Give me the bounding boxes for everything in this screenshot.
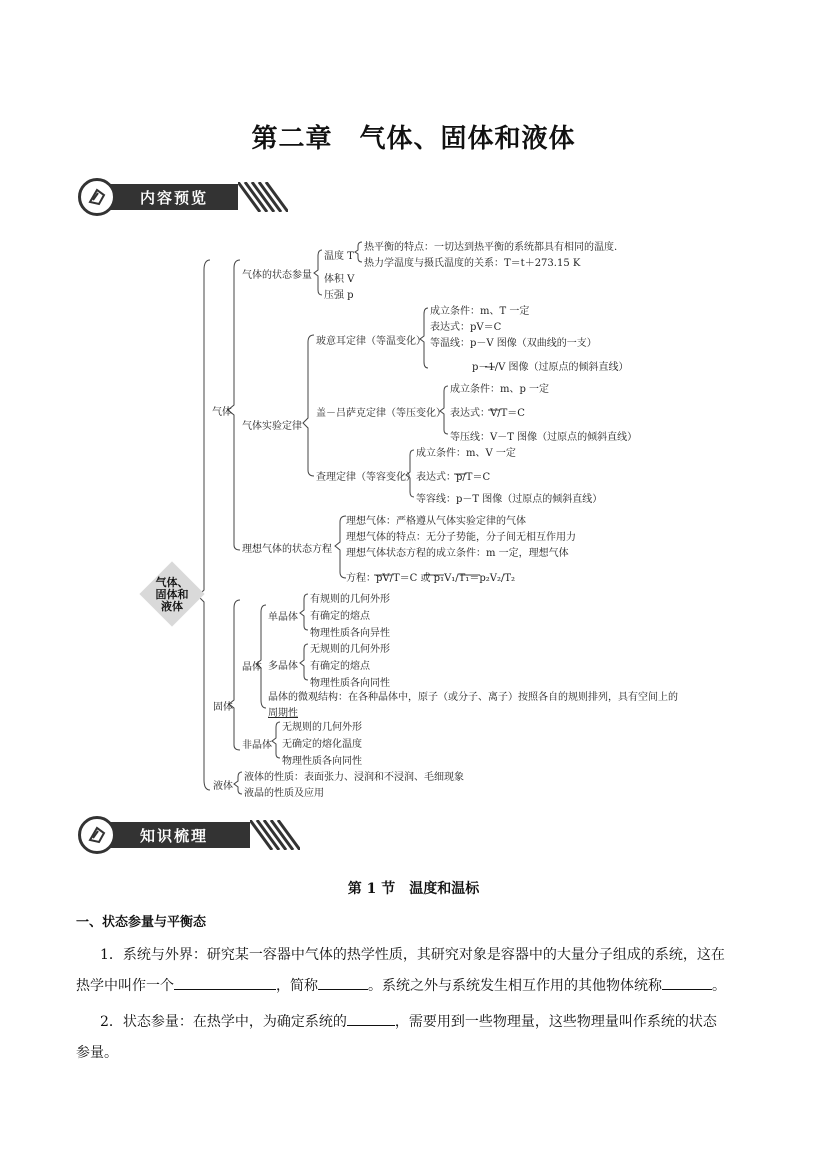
page-title: 第二章 气体、固体和液体 <box>251 124 576 154</box>
node-liquid: 液体 <box>213 781 233 792</box>
node-single-crystal-3: 物理性质各向异性 <box>310 628 390 639</box>
stripe-decoration <box>250 820 300 850</box>
node-ideal-gas-3: 理想气体状态方程的成立条件：m 一定，理想气体 <box>346 548 569 559</box>
node-poly-crystal-2: 有确定的熔点 <box>310 661 370 672</box>
answer-blank[interactable] <box>347 1011 395 1026</box>
node-solid: 固体 <box>213 702 233 713</box>
text-fragment: ，简称 <box>276 978 318 994</box>
node-boyle: 玻意耳定律（等温变化） <box>316 336 426 347</box>
banner-label: 知识梳理 <box>140 827 209 845</box>
node-single-crystal-2: 有确定的熔点 <box>310 611 370 622</box>
node-boyle-3: 等温线：p－V 图像（双曲线的一支） <box>430 338 597 349</box>
node-amorphous-3: 物理性质各向同性 <box>282 756 362 767</box>
answer-blank[interactable] <box>174 975 276 990</box>
text-fragment: ，需要用到一些物理量，这些物理量叫作系统的状态 <box>394 1014 717 1030</box>
node-gay-lussac: 盖－吕萨克定律（等压变化） <box>316 408 446 419</box>
node-temperature: 温度 T <box>324 251 354 262</box>
text-fragment: 。 <box>712 978 726 994</box>
node-pressure: 压强 p <box>324 290 354 301</box>
node-experiment-laws: 气体实验定律 <box>242 421 302 432</box>
node-charles-2: 表达式：p/T＝C <box>416 472 491 483</box>
heading-state-params: 一、状态参量与平衡态 <box>76 915 207 930</box>
paragraph-1-line-2 <box>76 975 726 997</box>
node-poly-crystal-3: 物理性质各向同性 <box>310 678 390 689</box>
node-poly-crystal: 多晶体 <box>268 661 298 672</box>
answer-blank[interactable] <box>318 975 368 990</box>
node-charles-1: 成立条件：m、V 一定 <box>416 448 516 459</box>
node-crystal-structure-2: 周期性 <box>268 708 298 719</box>
node-gay-lussac-1: 成立条件：m、p 一定 <box>450 384 550 395</box>
paragraph-2-line-2: 参量。 <box>76 1045 118 1061</box>
node-liquid-2: 液晶的性质及应用 <box>244 788 324 799</box>
section-banner-summary <box>78 816 300 856</box>
root-node <box>140 562 204 626</box>
node-temperature-2: 热力学温度与摄氏温度的关系：T＝t＋273.15 K <box>364 258 581 269</box>
root-label: 气体、固体和液体 <box>155 576 189 613</box>
node-charles: 查理定律（等容变化） <box>316 472 416 483</box>
node-gay-lussac-2: 表达式：V/T＝C <box>450 408 525 419</box>
node-ideal-gas-4: 方程：pV/T＝C 或 p₁V₁/T₁＝p₂V₂/T₂ <box>346 573 516 584</box>
section-title: 第 1 节 温度和温标 <box>347 881 480 897</box>
book-icon <box>78 816 116 854</box>
node-single-crystal-1: 有规则的几何外形 <box>310 594 390 605</box>
node-gay-lussac-3: 等压线：V－T 图像（过原点的倾斜直线） <box>450 432 638 443</box>
node-ideal-gas: 理想气体的状态方程 <box>242 544 332 555</box>
node-amorphous-1: 无规则的几何外形 <box>282 722 362 733</box>
node-amorphous-2: 无确定的熔化温度 <box>282 739 362 750</box>
node-crystal: 晶体 <box>242 662 262 673</box>
node-ideal-gas-2: 理想气体的特点：无分子势能，分子间无相互作用力 <box>346 532 576 543</box>
paragraph-1-line-1: 1．系统与外界：研究某一容器中气体的热学性质，其研究对象是容器中的大量分子组成的系统，这在 <box>100 947 725 963</box>
node-liquid-1: 液体的性质：表面张力、浸润和不浸润、毛细现象 <box>244 772 464 783</box>
node-boyle-2: 表达式：pV＝C <box>430 322 502 333</box>
paragraph-2-line-1 <box>100 1011 717 1033</box>
node-poly-crystal-1: 无规则的几何外形 <box>310 644 390 655</box>
node-gas: 气体 <box>212 407 232 418</box>
text-fragment: 2．状态参量：在热学中，为确定系统的 <box>100 1014 347 1030</box>
node-boyle-1: 成立条件：m、T 一定 <box>430 306 530 317</box>
node-boyle-4: p－1/V 图像（过原点的倾斜直线） <box>472 362 629 373</box>
node-amorphous: 非晶体 <box>242 740 272 751</box>
banner-label: 内容预览 <box>140 189 209 207</box>
text-fragment: 热学中叫作一个 <box>76 978 174 994</box>
node-state-params: 气体的状态参量 <box>242 270 312 281</box>
node-charles-3: 等容线：p－T 图像（过原点的倾斜直线） <box>416 494 603 505</box>
node-ideal-gas-1: 理想气体：严格遵从气体实验定律的气体 <box>346 516 526 527</box>
answer-blank[interactable] <box>662 975 712 990</box>
node-single-crystal: 单晶体 <box>268 612 298 623</box>
node-volume: 体积 V <box>324 274 355 285</box>
node-temperature-1: 热平衡的特点：一切达到热平衡的系统都具有相同的温度. <box>364 242 618 253</box>
node-crystal-structure: 晶体的微观结构：在各种晶体中，原子（或分子、离子）按照各自的规则排列，具有空间上的 <box>268 692 678 703</box>
text-fragment: 。系统之外与系统发生相互作用的其他物体统称 <box>368 978 662 994</box>
